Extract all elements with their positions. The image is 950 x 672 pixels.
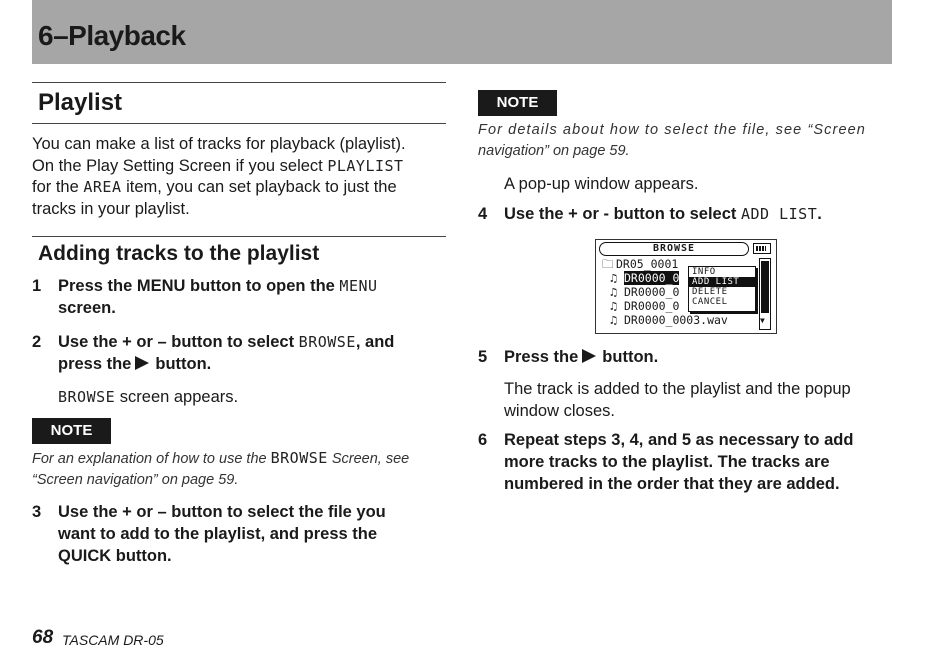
popup-item-delete: DELETE [692, 287, 728, 297]
section-rule-bottom [32, 123, 446, 124]
play-icon [582, 349, 596, 363]
lcd-text: MENU [339, 277, 378, 295]
music-note-icon: ♫ [610, 313, 617, 327]
music-note-icon: ♫ [610, 271, 617, 285]
page-number: 68 [32, 627, 54, 648]
battery-icon [753, 243, 771, 254]
chapter-title: 6–Playback [38, 20, 186, 51]
popup-menu [688, 266, 756, 312]
lcd-text: PLAYLIST [327, 156, 404, 175]
play-icon [135, 356, 149, 370]
music-note-icon: ♫ [610, 285, 617, 299]
step-number: 1 [32, 277, 42, 295]
step-number: 4 [478, 205, 488, 223]
music-note-icon: ♫ [610, 299, 617, 313]
footer-model-name: TASCAM DR-05 [62, 632, 164, 648]
note-text: For details about how to select the file, see “Screen navigation” on page 59. [478, 122, 866, 159]
step-number: 5 [478, 348, 488, 366]
note-text: For an explanation of how to use the BROWSE Screen, see “Screen navigation” on page 59. [32, 449, 410, 488]
screen-row: ♫ DR0000_0003.wav [610, 313, 728, 327]
step-number: 3 [32, 503, 42, 521]
step-3: 3 Use the + or – button to select the file you want to add to the playlist, and press the QUICK button. [32, 503, 386, 565]
step-6: 6 Repeat steps 3, 4, and 5 as necessary to add more tracks to the playlist. The tracks are numbered in the order that they are added. [478, 431, 854, 493]
browse-screen-illustration [595, 239, 777, 334]
step-5-result: The track is added to the playlist and the popup window closes. [504, 380, 851, 420]
step-number: 6 [478, 431, 488, 449]
step-4: 4 Use the + or - button to select ADD LIST. [478, 205, 822, 223]
step-5: 5 Press the button. [478, 348, 659, 366]
screen-row: ♫ DR0000_0 [610, 299, 680, 313]
lcd-text: ADD LIST [741, 205, 818, 223]
folder-icon: 🗀 [602, 257, 614, 271]
section-title: Playlist [38, 89, 123, 116]
intro-paragraph: You can make a list of tracks for playback (playlist). On the Play Setting Screen if you select PLAYLIST for the AREA item, you can set playback to just the tracks in your playlist. [32, 135, 406, 218]
step-2: 2 Use the + or – button to select BROWSE, and press the button. [32, 333, 395, 373]
screen-title: BROWSE [599, 242, 749, 256]
popup-appears-text: A pop-up window appears. [504, 175, 699, 193]
step-number: 2 [32, 333, 42, 351]
step-2-result: BROWSE screen appears. [58, 388, 239, 406]
popup-item-add-list: ADD LIST [689, 277, 755, 287]
step-1: 1 Press the MENU button to open the MENU screen. [32, 277, 378, 317]
popup-item-info: INFO [692, 267, 716, 277]
note-badge: NOTE [478, 90, 557, 116]
lcd-text: BROWSE [270, 449, 328, 467]
screen-row-selected: ♫ DR0000_0 [610, 271, 680, 285]
lcd-text: BROWSE [298, 333, 356, 351]
screen-scrollbar [759, 258, 771, 330]
lcd-text: AREA [83, 178, 122, 196]
subsection-rule [32, 236, 446, 237]
lcd-text: BROWSE [58, 388, 116, 406]
section-rule [32, 82, 446, 83]
screen-row-folder: 🗀 DR05_0001 [602, 257, 679, 271]
subsection-title: Adding tracks to the playlist [38, 242, 320, 265]
screen-row: ♫ DR0000_0 [610, 285, 680, 299]
popup-item-cancel: CANCEL [692, 297, 728, 307]
note-badge: NOTE [32, 418, 111, 444]
